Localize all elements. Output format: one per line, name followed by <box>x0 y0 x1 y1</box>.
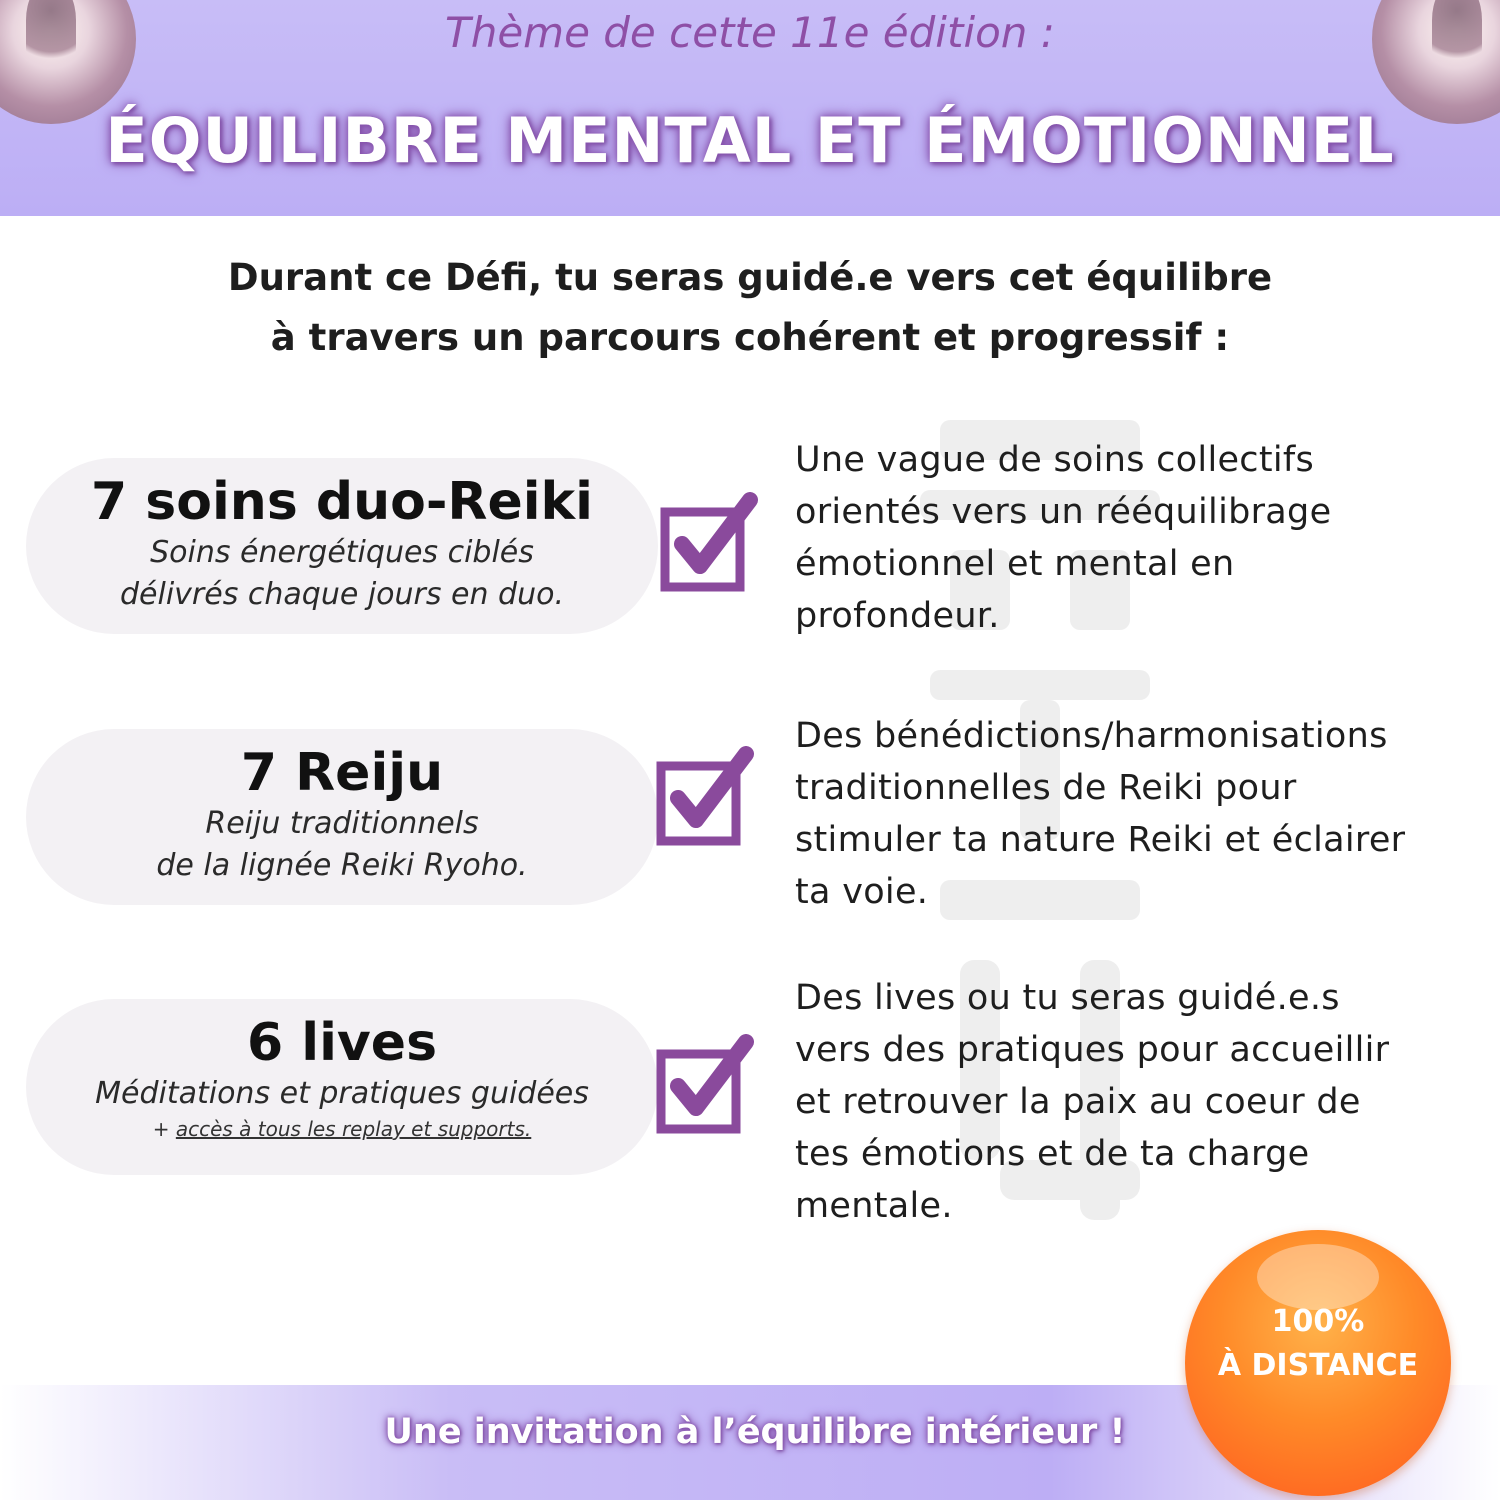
intro-line-2: à travers un parcours cohérent et progressif : <box>270 316 1230 359</box>
feature-title: 7 Reiju <box>240 743 444 803</box>
checkbox-checked-icon <box>656 1034 756 1144</box>
description-line: profondeur. <box>795 596 1000 636</box>
note-prefix: + <box>152 1117 176 1141</box>
intro-line-1: Durant ce Défi, tu seras guidé.e vers cet équilibre <box>227 256 1273 299</box>
description-line: stimuler ta nature Reiki et éclairer <box>795 820 1406 860</box>
badge-label: À DISTANCE <box>1217 1348 1419 1383</box>
feature-subtitle-line-1: Méditations et pratiques guidées <box>95 1076 589 1111</box>
description-line: orientés vers un rééquilibrage <box>795 492 1332 532</box>
checkbox-checked-icon <box>660 492 760 602</box>
replay-link[interactable]: accès à tous les replay et supports. <box>175 1117 532 1141</box>
intro-text <box>0 248 1500 368</box>
checkbox-checked-icon <box>656 746 756 856</box>
description-line: mentale. <box>795 1186 953 1226</box>
description-line: Des bénédictions/harmonisations <box>795 716 1388 756</box>
feature-subtitle-line-1: Reiju traditionnels <box>205 806 479 841</box>
badge-percent: 100% <box>1271 1304 1365 1339</box>
page-title: ÉQUILIBRE MENTAL ET ÉMOTIONNEL <box>105 104 1395 177</box>
footer-tagline: Une invitation à l’équilibre intérieur ! <box>384 1412 1126 1452</box>
feature-card-reiju <box>26 729 658 905</box>
description-line: et retrouver la paix au coeur de <box>795 1082 1361 1122</box>
feature-description-soins <box>795 434 1445 642</box>
distance-badge <box>1185 1230 1451 1496</box>
description-line: traditionnelles de Reiki pour <box>795 768 1297 808</box>
description-line: vers des pratiques pour accueillir <box>795 1030 1390 1070</box>
feature-subtitle-line-2: délivrés chaque jours en duo. <box>120 577 564 612</box>
feature-subtitle-line-1: Soins énergétiques ciblés <box>150 535 534 570</box>
description-line: tes émotions et de ta charge <box>795 1134 1310 1174</box>
feature-title: 7 soins duo-Reiki <box>91 472 593 532</box>
header-banner <box>0 0 1500 216</box>
feature-card-soins <box>26 458 658 634</box>
description-line: ta voie. <box>795 872 929 912</box>
feature-title: 6 lives <box>246 1013 438 1073</box>
feature-description-lives <box>795 972 1445 1232</box>
description-line: Une vague de soins collectifs <box>795 440 1315 480</box>
description-line: Des lives ou tu seras guidé.e.s <box>795 978 1340 1018</box>
replay-note <box>26 1117 658 1141</box>
description-line: émotionnel et mental en <box>795 544 1235 584</box>
feature-subtitle-line-2: de la lignée Reiki Ryoho. <box>156 848 528 883</box>
edition-subtitle: Thème de cette 11e édition : <box>445 8 1055 57</box>
feature-description-reiju <box>795 710 1445 918</box>
feature-card-lives <box>26 999 658 1175</box>
